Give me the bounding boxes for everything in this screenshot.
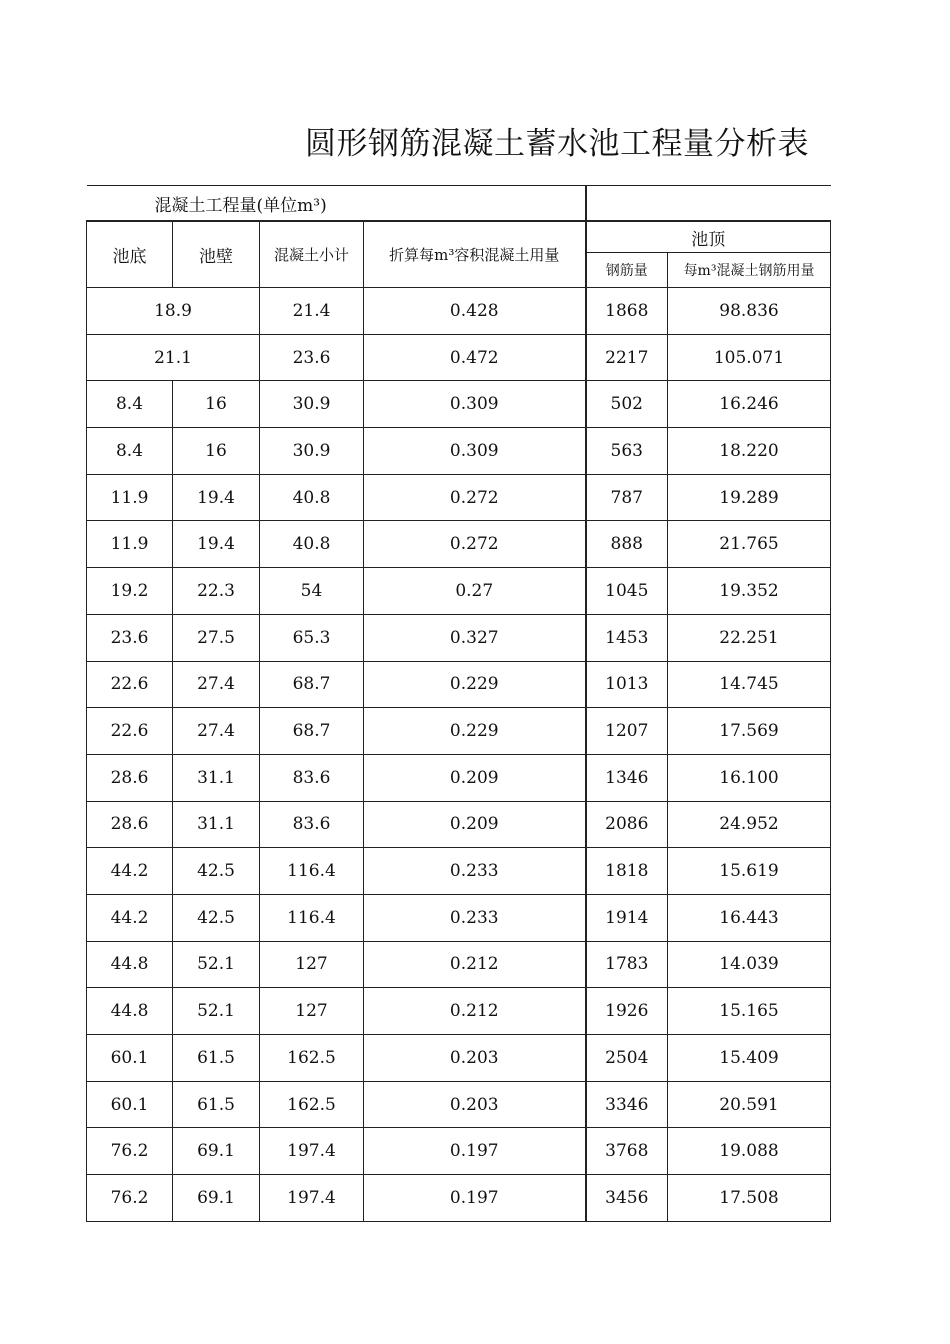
cell-subtotal: 21.4	[260, 288, 364, 335]
cell-per-volume: 0.197	[364, 1128, 586, 1175]
cell-per-volume: 0.233	[364, 894, 586, 941]
cell-per-volume: 0.272	[364, 521, 586, 568]
cell-bottom: 11.9	[87, 521, 173, 568]
table-row	[87, 708, 831, 755]
cell-wall: 61.5	[173, 1035, 260, 1082]
cell-per-volume: 0.27	[364, 568, 586, 615]
cell-per-volume: 0.309	[364, 428, 586, 475]
cell-rebar-per: 17.508	[668, 1175, 831, 1222]
cell-wall: 31.1	[173, 801, 260, 848]
cell-rebar-per: 24.952	[668, 801, 831, 848]
cell-rebar: 2086	[586, 801, 668, 848]
cell-rebar: 502	[586, 381, 668, 428]
cell-per-volume: 0.472	[364, 334, 586, 381]
cell-rebar-per: 98.836	[668, 288, 831, 335]
cell-rebar: 1013	[586, 661, 668, 708]
cell-rebar: 2217	[586, 334, 668, 381]
cell-bottom: 22.6	[87, 661, 173, 708]
cell-rebar-per: 19.088	[668, 1128, 831, 1175]
cell-subtotal: 68.7	[260, 661, 364, 708]
col-header-bottom: 池底	[87, 221, 173, 288]
cell-rebar-per: 15.165	[668, 988, 831, 1035]
cell-wall: 27.4	[173, 708, 260, 755]
cell-bottom: 19.2	[87, 568, 173, 615]
cell-bottom: 28.6	[87, 801, 173, 848]
cell-rebar: 3456	[586, 1175, 668, 1222]
cell-subtotal: 83.6	[260, 801, 364, 848]
cell-per-volume: 0.229	[364, 708, 586, 755]
cell-subtotal: 40.8	[260, 474, 364, 521]
cell-wall: 22.3	[173, 568, 260, 615]
cell-bottom: 21.1	[87, 334, 260, 381]
cell-subtotal: 54	[260, 568, 364, 615]
table-row	[87, 381, 831, 428]
cell-per-volume: 0.309	[364, 381, 586, 428]
cell-wall: 16	[173, 381, 260, 428]
cell-subtotal: 65.3	[260, 614, 364, 661]
cell-subtotal: 68.7	[260, 708, 364, 755]
page-title: 圆形钢筋混凝土蓄水池工程量分析表	[305, 126, 809, 162]
cell-rebar-per: 22.251	[668, 614, 831, 661]
cell-subtotal: 40.8	[260, 521, 364, 568]
concrete-group-header: 混凝土工程量(单位m³)	[87, 186, 586, 222]
cell-subtotal: 197.4	[260, 1128, 364, 1175]
table-row	[87, 1175, 831, 1222]
cell-per-volume: 0.212	[364, 988, 586, 1035]
cell-bottom: 11.9	[87, 474, 173, 521]
cell-wall: 61.5	[173, 1081, 260, 1128]
cell-bottom: 44.8	[87, 988, 173, 1035]
cell-subtotal: 162.5	[260, 1081, 364, 1128]
cell-wall: 27.5	[173, 614, 260, 661]
table-row	[87, 848, 831, 895]
cell-subtotal: 127	[260, 941, 364, 988]
cell-bottom: 23.6	[87, 614, 173, 661]
cell-bottom: 44.8	[87, 941, 173, 988]
table-row	[87, 474, 831, 521]
cell-bottom: 76.2	[87, 1175, 173, 1222]
cell-rebar: 1914	[586, 894, 668, 941]
cell-bottom: 60.1	[87, 1035, 173, 1082]
cell-per-volume: 0.327	[364, 614, 586, 661]
table-row	[87, 988, 831, 1035]
cell-per-volume: 0.203	[364, 1081, 586, 1128]
table-row	[87, 614, 831, 661]
table-row	[87, 428, 831, 475]
cell-rebar-per: 17.569	[668, 708, 831, 755]
cell-rebar: 888	[586, 521, 668, 568]
cell-bottom: 8.4	[87, 381, 173, 428]
cell-wall: 31.1	[173, 754, 260, 801]
cell-rebar-per: 16.246	[668, 381, 831, 428]
cell-rebar: 1818	[586, 848, 668, 895]
table-row	[87, 941, 831, 988]
table-row	[87, 801, 831, 848]
cell-subtotal: 83.6	[260, 754, 364, 801]
cell-per-volume: 0.197	[364, 1175, 586, 1222]
cell-rebar-per: 15.619	[668, 848, 831, 895]
cell-rebar: 1783	[586, 941, 668, 988]
cell-rebar: 1868	[586, 288, 668, 335]
cell-rebar-per: 19.352	[668, 568, 831, 615]
cell-rebar-per: 14.039	[668, 941, 831, 988]
cell-wall: 52.1	[173, 941, 260, 988]
cell-rebar-per: 19.289	[668, 474, 831, 521]
cell-per-volume: 0.229	[364, 661, 586, 708]
cell-wall: 16	[173, 428, 260, 475]
blank-header-cell	[586, 186, 831, 222]
cell-bottom: 44.2	[87, 894, 173, 941]
cell-subtotal: 30.9	[260, 381, 364, 428]
cell-rebar: 2504	[586, 1035, 668, 1082]
cell-rebar-per: 105.071	[668, 334, 831, 381]
cell-bottom: 44.2	[87, 848, 173, 895]
col-header-per-volume: 折算每m³容积混凝土用量	[364, 221, 586, 288]
cell-bottom: 22.6	[87, 708, 173, 755]
cell-per-volume: 0.203	[364, 1035, 586, 1082]
cell-subtotal: 23.6	[260, 334, 364, 381]
cell-rebar: 1453	[586, 614, 668, 661]
cell-wall: 42.5	[173, 848, 260, 895]
cell-wall: 69.1	[173, 1128, 260, 1175]
cell-wall: 42.5	[173, 894, 260, 941]
cell-rebar-per: 16.443	[668, 894, 831, 941]
cell-wall: 27.4	[173, 661, 260, 708]
table-row	[87, 1081, 831, 1128]
cell-rebar: 787	[586, 474, 668, 521]
cell-wall: 52.1	[173, 988, 260, 1035]
cell-subtotal: 127	[260, 988, 364, 1035]
table-row	[87, 1035, 831, 1082]
cell-per-volume: 0.272	[364, 474, 586, 521]
cell-rebar: 1926	[586, 988, 668, 1035]
table-row	[87, 661, 831, 708]
table-row	[87, 754, 831, 801]
cell-rebar: 3768	[586, 1128, 668, 1175]
cell-per-volume: 0.209	[364, 801, 586, 848]
cell-wall: 19.4	[173, 474, 260, 521]
header-row-top	[87, 221, 831, 253]
cell-subtotal: 116.4	[260, 848, 364, 895]
header-row-group	[87, 186, 831, 222]
cell-wall: 19.4	[173, 521, 260, 568]
cell-rebar-per: 21.765	[668, 521, 831, 568]
cell-bottom: 60.1	[87, 1081, 173, 1128]
cell-bottom: 76.2	[87, 1128, 173, 1175]
cell-subtotal: 30.9	[260, 428, 364, 475]
cell-rebar-per: 20.591	[668, 1081, 831, 1128]
cell-rebar-per: 14.745	[668, 661, 831, 708]
cell-subtotal: 197.4	[260, 1175, 364, 1222]
col-header-subtotal: 混凝土小计	[260, 221, 364, 288]
cell-bottom: 8.4	[87, 428, 173, 475]
cell-wall: 69.1	[173, 1175, 260, 1222]
table-row	[87, 568, 831, 615]
cell-per-volume: 0.233	[364, 848, 586, 895]
cell-rebar: 1207	[586, 708, 668, 755]
cell-bottom: 18.9	[87, 288, 260, 335]
cell-per-volume: 0.428	[364, 288, 586, 335]
cell-rebar: 1346	[586, 754, 668, 801]
cell-per-volume: 0.212	[364, 941, 586, 988]
table-row	[87, 288, 831, 335]
cell-subtotal: 162.5	[260, 1035, 364, 1082]
cell-subtotal: 116.4	[260, 894, 364, 941]
cell-rebar: 1045	[586, 568, 668, 615]
cell-rebar-per: 18.220	[668, 428, 831, 475]
cell-rebar: 3346	[586, 1081, 668, 1128]
col-header-rebar-per: 每m³混凝土钢筋用量	[668, 253, 831, 288]
table-row	[87, 894, 831, 941]
table-row	[87, 521, 831, 568]
col-header-rebar: 钢筋量	[586, 253, 668, 288]
table-row	[87, 1128, 831, 1175]
cell-rebar-per: 16.100	[668, 754, 831, 801]
cell-rebar-per: 15.409	[668, 1035, 831, 1082]
col-header-top: 池顶	[586, 221, 831, 253]
col-header-wall: 池壁	[173, 221, 260, 288]
quantity-table	[86, 185, 831, 1222]
cell-bottom: 28.6	[87, 754, 173, 801]
table-row	[87, 334, 831, 381]
cell-per-volume: 0.209	[364, 754, 586, 801]
cell-rebar: 563	[586, 428, 668, 475]
